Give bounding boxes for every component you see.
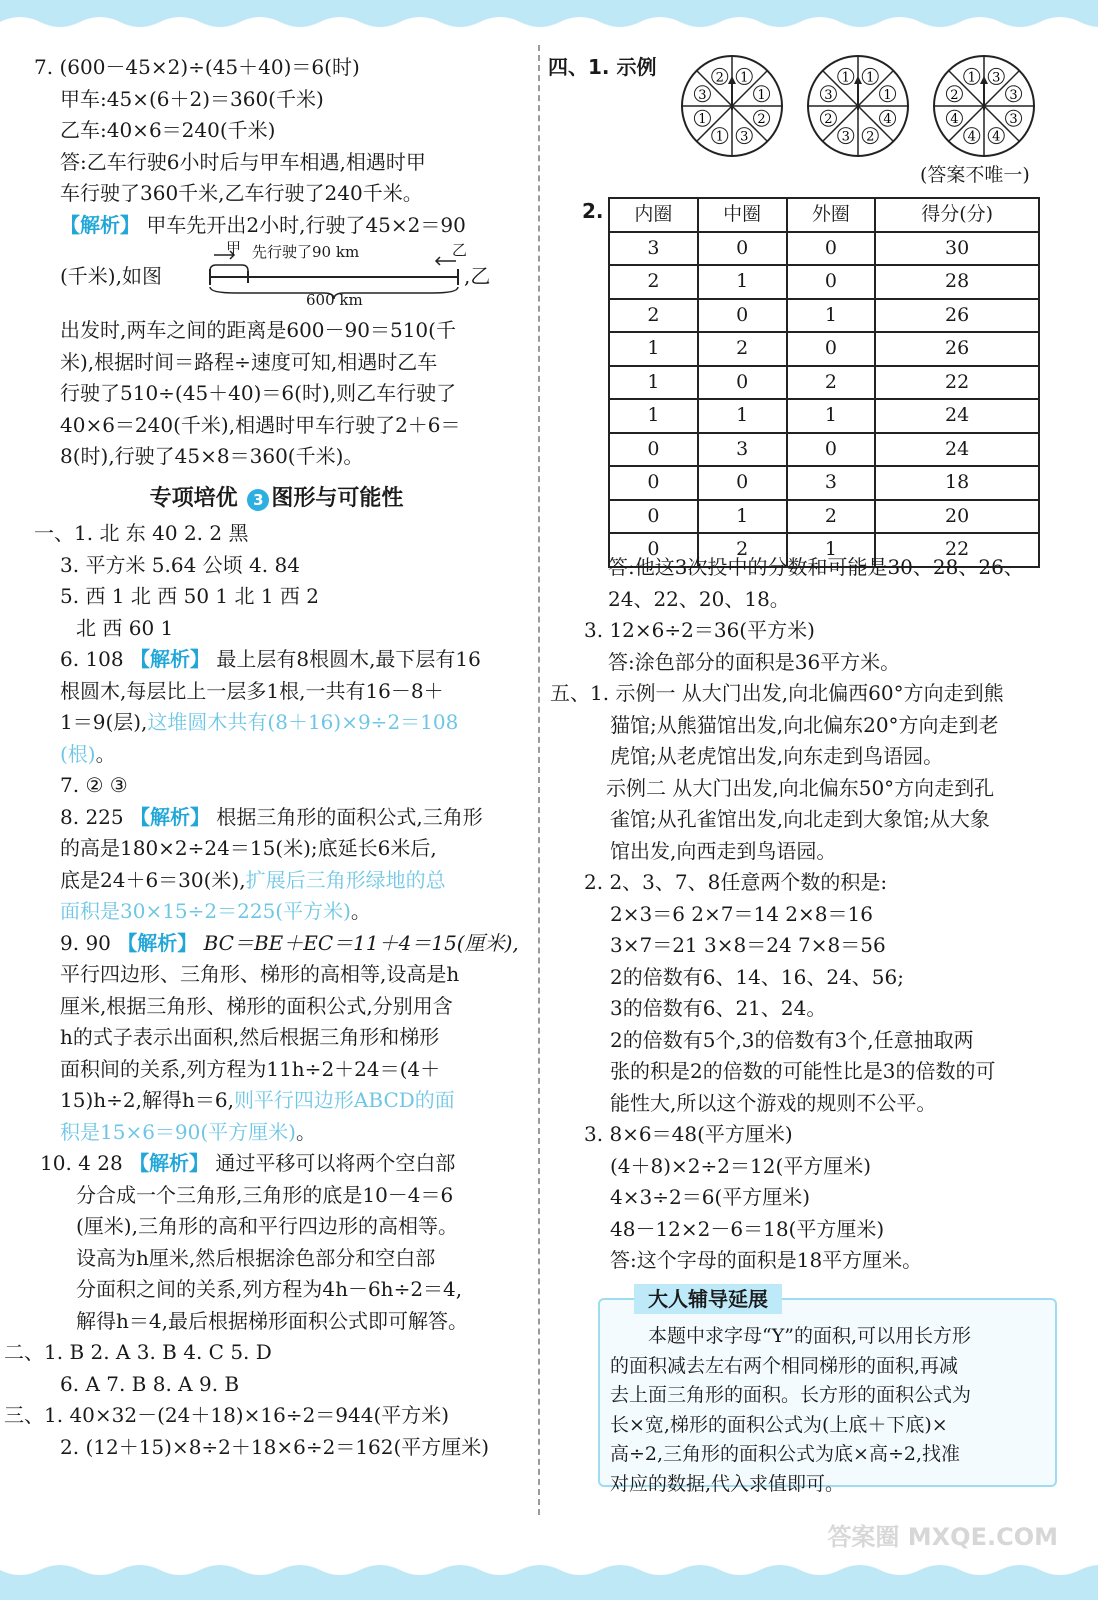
table-cell: 22 <box>875 366 1039 400</box>
part5-line-4: 示例二 从大门出发,向北偏东50°方向走到孔 <box>606 775 995 800</box>
table-row <box>609 232 1039 266</box>
table-cell: 3 <box>787 466 876 500</box>
q6-text-3a: 1＝9(层), <box>60 710 148 734</box>
q9-text-7: 积是15×6＝90(平方厘米) <box>60 1119 296 1144</box>
q3-line-2: 答:涂色部分的面积是36平方米。 <box>608 649 901 674</box>
q7-answer-2: 车行驶了360千米,乙车行驶了240千米。 <box>60 181 423 205</box>
q8-text-3a: 底是24＋6＝30(米), <box>60 867 246 892</box>
q10-line-1 <box>34 1148 519 1180</box>
q10-line-4: 设高为h厘米,然后根据涂色部分和空白部 <box>76 1245 436 1270</box>
q10-line-2: 分合成一个三角形,三角形的底是10－4＝6 <box>76 1182 454 1207</box>
table-row <box>609 366 1039 400</box>
q53-line-3: 4×3÷2＝6(平方厘米) <box>610 1185 811 1209</box>
table-cell: 24 <box>875 399 1039 433</box>
wheel-sector-label: 1 <box>883 87 892 103</box>
total-distance-label: 600 km <box>306 291 363 309</box>
table-cell: 2 <box>787 500 876 534</box>
tip-line-4: 长×宽,梯形的面积公式为(上底＋下底)× <box>610 1413 948 1436</box>
table-row <box>609 466 1039 500</box>
parent-tip-text <box>610 1322 1046 1499</box>
q9-line-4: h的式子表示出面积,然后根据三角形和梯形 <box>60 1025 440 1049</box>
table-header-row <box>609 198 1039 232</box>
q6-line-1 <box>34 644 519 676</box>
q7-analysis-4: 行驶了510÷(45＋40)＝6(时),则乙车行驶了 <box>60 381 457 405</box>
wheel-sector-label: 3 <box>1009 87 1018 103</box>
q8-text-4-end: 。 <box>350 899 371 923</box>
wheel-sector-label: 1 <box>757 87 766 103</box>
tip-line-6: 对应的数据,代入求值即可。 <box>610 1472 845 1495</box>
table-row <box>609 433 1039 467</box>
section-number-badge: 3 <box>247 489 269 511</box>
q53-line-5: 答:这个字母的面积是18平方厘米。 <box>610 1248 923 1272</box>
table-cell: 0 <box>609 500 698 534</box>
q53-line-1: 3. 8×6＝48(平方厘米) <box>584 1122 793 1146</box>
table-cell: 18 <box>875 466 1039 500</box>
q52-line-6: 2的倍数有5个,3的倍数有3个,任意抽取两 <box>610 1027 974 1052</box>
part1-line-2: 3. 平方米 5.64 公顷 4. 84 <box>60 552 300 577</box>
tip-line-3: 去上面三角形的面积。长方形的面积公式为 <box>610 1384 972 1406</box>
q6-line-2: 根圆木,每层比上一层多1根,一共有16－8＋ <box>60 678 444 703</box>
table-cell: 0 <box>787 332 876 366</box>
wheel-sector-label: 1 <box>866 70 875 86</box>
segment-figure-prefix: (千米),如图 <box>60 264 162 288</box>
q6-line-3 <box>34 707 519 739</box>
analysis-tag: 【解析】 <box>129 804 210 829</box>
bottom-wave-decoration <box>0 1560 1098 1600</box>
q8-line-2: 的高是180×2÷24＝15(米);底延长6米后, <box>60 836 437 860</box>
q9-line-2: 平行四边形、三角形、梯形的高相等,设高是h <box>60 962 460 986</box>
spinner-wheel <box>934 56 1034 156</box>
table-cell: 3 <box>609 232 698 266</box>
part1-line-3: 5. 西 1 北 西 50 1 北 1 西 2 <box>60 584 320 608</box>
q52-line-1: 2. 2、3、7、8任意两个数的积是: <box>584 870 888 894</box>
table-cell: 1 <box>698 500 787 534</box>
table-row <box>609 265 1039 299</box>
q2-answer-1: 答:他这3次投中的分数和可能是30、28、26、 <box>608 555 1024 579</box>
q52-line-8: 能性大,所以这个游戏的规则不公平。 <box>610 1090 937 1115</box>
q10-line-6: 解得h＝4,最后根据梯形面积公式即可解答。 <box>76 1308 468 1333</box>
table-cell: 0 <box>698 299 787 333</box>
table-cell: 0 <box>787 232 876 266</box>
section-title <box>34 483 519 515</box>
q8-line-3 <box>34 865 519 897</box>
jia-label: 甲 <box>226 239 242 257</box>
q52-line-7: 张的积是2的倍数的可能性比是3的倍数的可 <box>610 1059 996 1083</box>
q8-text-3b: 扩展后三角形绿地的总 <box>245 867 446 892</box>
wheel-sector-label: 4 <box>967 129 976 145</box>
q7-analysis-text: 甲车先开出2小时,行驶了45×2＝90 <box>146 212 466 237</box>
table-cell: 20 <box>875 500 1039 534</box>
table-cell: 28 <box>875 265 1039 299</box>
wheel-sector-label: 2 <box>757 112 766 128</box>
part5-line-2: 猫馆;从熊猫馆出发,向北偏东20°方向走到老 <box>610 712 999 737</box>
analysis-tag: 【解析】 <box>60 212 140 237</box>
q52-line-2: 2×3＝6 2×7＝14 2×8＝16 <box>610 901 873 926</box>
analysis-tag: 【解析】 <box>129 1151 210 1175</box>
q6-answer: 6. 108 <box>60 647 124 671</box>
q7-answer-1: 答:乙车行驶6小时后与甲车相遇,相遇时甲 <box>60 149 426 174</box>
q6-text-4-end: 。 <box>95 741 116 766</box>
site-watermark: 答案圈 MXQE.COM <box>827 1523 1058 1551</box>
wheel-sector-label: 4 <box>950 112 959 128</box>
wheel-sector-label: 2 <box>715 70 724 86</box>
header-score: 得分(分) <box>875 198 1039 232</box>
q9-text-7-end: 。 <box>296 1119 316 1144</box>
wheel-sector-label: 1 <box>740 70 749 86</box>
part5-line-6: 馆出发,向西走到鸟语园。 <box>610 838 837 863</box>
table-cell: 2 <box>609 265 698 299</box>
first-part-brace <box>210 265 248 271</box>
table-cell: 0 <box>787 433 876 467</box>
wheel-sector-label: 1 <box>841 70 850 86</box>
wheel-sector-label: 1 <box>698 112 707 128</box>
part1-line-4: 北 西 60 1 <box>76 615 174 640</box>
parent-tip-box <box>598 1287 1057 1495</box>
table-cell: 0 <box>698 466 787 500</box>
q6-text-3b: 这堆圆木共有(8＋16)×9÷2＝108 <box>147 710 459 734</box>
table-cell: 24 <box>875 433 1039 467</box>
left-column <box>4 52 519 1463</box>
q8-line-1 <box>34 802 519 834</box>
wheel-sector-label: 1 <box>715 129 724 145</box>
q9-line-3: 厘米,根据三角形、梯形的面积公式,分别用含 <box>60 993 453 1018</box>
q52-line-5: 3的倍数有6、21、24。 <box>610 996 827 1020</box>
column-divider <box>538 45 540 1515</box>
wheel-sector-label: 3 <box>824 87 833 103</box>
table-cell: 0 <box>609 433 698 467</box>
spinner-wheels-svg <box>674 52 1054 162</box>
part2-line-2: 6. A 7. B 8. A 9. B <box>60 1371 240 1396</box>
table-cell: 3 <box>698 433 787 467</box>
table-cell: 30 <box>875 232 1039 266</box>
q10-line-5: 分面积之间的关系,列方程为4h－6h÷2＝4, <box>76 1277 463 1301</box>
spinner-wheels <box>674 52 1054 162</box>
table-cell: 0 <box>698 232 787 266</box>
table-cell: 0 <box>609 533 698 567</box>
table-row <box>609 332 1039 366</box>
table-row <box>609 299 1039 333</box>
first-travel-label: 先行驶了90 km <box>252 243 360 261</box>
section-prefix: 专项培优 <box>149 485 238 511</box>
q9-text-6a: 15)h÷2,解得h＝6, <box>60 1088 234 1112</box>
table-cell: 1 <box>698 265 787 299</box>
analysis-tag: 【解析】 <box>117 930 198 955</box>
part4-label: 四、1. 示例 <box>548 55 657 79</box>
q9-line-5: 面积间的关系,列方程为11h÷2＋24＝(4＋ <box>60 1056 441 1081</box>
header-middle: 中圈 <box>698 198 787 232</box>
table-cell: 2 <box>787 366 876 400</box>
segment-figure-row <box>34 239 519 309</box>
q3-line-1: 3. 12×6÷2＝36(平方米) <box>584 618 815 642</box>
spinner-wheel <box>808 56 908 156</box>
table-cell: 2 <box>698 332 787 366</box>
q7b-line: 7. ② ③ <box>60 773 128 797</box>
table-cell: 1 <box>787 533 876 567</box>
q6-line-4 <box>34 739 519 771</box>
table-cell: 0 <box>609 466 698 500</box>
table-cell: 22 <box>875 533 1039 567</box>
table-row <box>609 500 1039 534</box>
q7-line-1: 7. (600－45×2)÷(45＋40)＝6(时) <box>34 55 360 79</box>
q8-line-4 <box>34 896 519 928</box>
wheel-sector-label: 3 <box>841 129 850 145</box>
wheel-sector-label: 2 <box>950 87 959 103</box>
q53-line-2: (4＋8)×2÷2＝12(平方厘米) <box>610 1153 872 1178</box>
header-outer: 外圈 <box>787 198 876 232</box>
table-cell: 2 <box>698 533 787 567</box>
q2-answer-2: 24、22、20、18。 <box>608 586 790 611</box>
wheel-sector-label: 4 <box>992 129 1001 145</box>
q8-answer: 8. 225 <box>60 804 124 829</box>
table-cell: 1 <box>698 399 787 433</box>
part1-line-1: 一、1. 北 东 40 2. 2 黑 <box>34 521 249 545</box>
q9-line-7 <box>34 1117 519 1149</box>
part5-line-1: 五、1. 示例一 从大门出发,向北偏西60°方向走到熊 <box>550 681 1004 705</box>
right-lower-block <box>550 552 1075 1277</box>
section-name: 图形与可能性 <box>271 485 404 511</box>
q9-text-1: BC＝BE＋EC＝11＋4＝15(厘米), <box>203 930 519 955</box>
q53-line-4: 48－12×2－6＝18(平方厘米) <box>610 1216 885 1241</box>
table-cell: 1 <box>609 366 698 400</box>
q52-line-3: 3×7＝21 3×8＝24 7×8＝56 <box>610 933 886 957</box>
part3-line-1: 三、1. 40×32－(24＋18)×16÷2＝944(平方米) <box>4 1403 450 1427</box>
q8-text-1: 根据三角形的面积公式,三角形 <box>216 804 483 829</box>
table-cell: 26 <box>875 332 1039 366</box>
header-inner: 内圈 <box>609 198 698 232</box>
q52-line-4: 2的倍数有6、14、16、24、56; <box>610 964 904 989</box>
part2-line-1: 二、1. B 2. A 3. B 4. C 5. D <box>4 1340 272 1364</box>
q10-line-3: (厘米),三角形的高和平行四边形的高相等。 <box>76 1214 458 1238</box>
q10-answer: 10. 4 28 <box>40 1151 123 1175</box>
table-cell: 1 <box>787 399 876 433</box>
q9-answer: 9. 90 <box>60 930 111 955</box>
q8-text-4: 面积是30×15÷2＝225(平方米) <box>60 899 351 923</box>
part3-line-2: 2. (12＋15)×8÷2＋18×6÷2＝162(平方厘米) <box>60 1434 490 1459</box>
q9-text-6b: 则平行四边形ABCD的面 <box>233 1088 455 1112</box>
part5-line-3: 虎馆;从老虎馆出发,向东走到鸟语园。 <box>610 744 944 768</box>
analysis-tag: 【解析】 <box>129 647 210 671</box>
q7-analysis-2: 出发时,两车之间的距离是600－90＝510(千 <box>60 318 456 342</box>
wheel-sector-label: 2 <box>824 112 833 128</box>
q7-analysis-5: 40×6＝240(千米),相遇时甲车行驶了2＋6＝ <box>60 412 461 437</box>
wheel-sector-label: 3 <box>698 87 707 103</box>
tip-line-5: 高÷2,三角形的面积公式为底×高÷2,找准 <box>610 1443 961 1465</box>
table-cell: 1 <box>609 332 698 366</box>
table-row <box>609 399 1039 433</box>
segment-figure-suffix: ,乙 <box>464 264 491 288</box>
tip-line-2: 的面积减去左右两个相同梯形的面积,再减 <box>610 1354 959 1377</box>
tip-line-1: 本题中求字母“Y”的面积,可以用长方形 <box>648 1325 972 1347</box>
wheel-sector-label: 1 <box>967 70 976 86</box>
spinner-wheel <box>682 56 782 156</box>
table-cell: 1 <box>609 399 698 433</box>
yi-label: 乙 <box>452 241 468 259</box>
q7-analysis-3: 米),根据时间＝路程÷速度可知,相遇时乙车 <box>60 349 438 374</box>
q6-text-4: (根) <box>60 741 96 766</box>
table-cell: 26 <box>875 299 1039 333</box>
wheel-sector-label: 3 <box>740 129 749 145</box>
q2-label: 2. <box>582 199 604 223</box>
table-cell: 0 <box>698 366 787 400</box>
parent-tip-heading: 大人辅导延展 <box>634 1284 782 1314</box>
answer-not-unique-note: (答案不唯一) <box>920 164 1030 186</box>
wheel-sector-label: 2 <box>866 129 875 145</box>
top-wave-decoration <box>0 0 1098 32</box>
q7-analysis-6: 8(时),行驶了45×8＝360(千米)。 <box>60 444 364 468</box>
q6-text-1: 最上层有8根圆木,最下层有16 <box>216 647 481 671</box>
q7-line-2: 甲车:45×(6＋2)＝360(千米) <box>60 86 324 111</box>
wheel-sector-label: 4 <box>883 112 892 128</box>
wheel-sector-label: 3 <box>1009 112 1018 128</box>
table-cell: 1 <box>787 299 876 333</box>
q7-line-3: 乙车:40×6＝240(千米) <box>60 118 276 142</box>
part5-line-5: 雀馆;从孔雀馆出发,向北走到大象馆;从大象 <box>610 807 990 831</box>
score-table <box>608 197 1040 568</box>
wheel-sector-label: 3 <box>992 70 1001 86</box>
table-cell: 0 <box>787 265 876 299</box>
table-cell: 2 <box>609 299 698 333</box>
q9-line-1 <box>34 928 519 960</box>
q9-line-6 <box>34 1085 519 1117</box>
q10-text-1: 通过平移可以将两个空白部 <box>215 1151 456 1175</box>
